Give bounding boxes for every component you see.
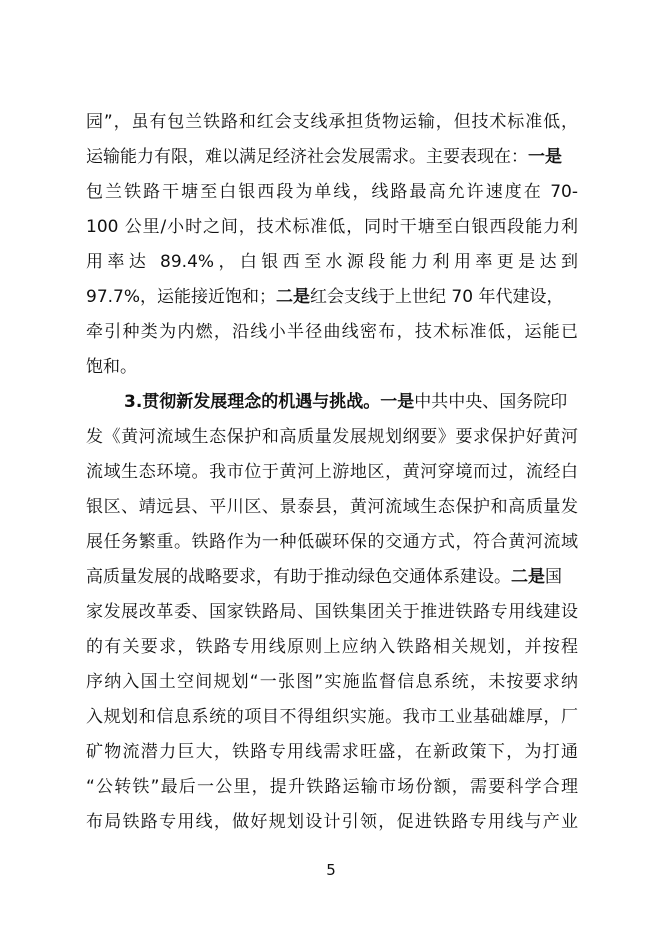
text-line: 序纳入国土空间规划“一张图”实施监督信息系统，未按要求纳: [86, 672, 578, 692]
text-line: 100 公里/小时之间，技术标准低，同时干塘至白银西段能力利: [86, 217, 578, 237]
text-line: 包兰铁路干塘至白银西段为单线，线路最高允许速度在 70-: [86, 182, 578, 202]
text-line: 银区、靖远县、平川区、景泰县，黄河流域生态保护和高质量发: [86, 497, 578, 517]
text-line: 园”，虽有包兰铁路和红会支线承担货物运输，但技术标准低，: [86, 112, 578, 132]
text-line: 布局铁路专用线，做好规划设计引领，促进铁路专用线与产业: [86, 812, 578, 832]
text-line: 高质量发展的战略要求，有助于推动绿色交通体系建设。二是国: [86, 567, 562, 587]
section-heading: 3.贯彻新发展理念的机遇与挑战。: [124, 392, 381, 412]
text-line: 牵引种类为内燃，沿线小半径曲线密布，技术标准低，运能已: [86, 322, 578, 342]
emphasis-label: 二是: [276, 287, 311, 307]
text-line: 运输能力有限，难以满足经济社会发展需求。主要表现在：一是: [86, 147, 562, 167]
text-line: 用率达 89.4%，白银西至水源段能力利用率更是达到: [86, 252, 578, 272]
text-line: 展任务繁重。铁路作为一种低碳环保的交通方式，符合黄河流域: [86, 532, 578, 552]
text-line: 3.贯彻新发展理念的机遇与挑战。一是中共中央、国务院印: [124, 392, 568, 412]
text-line: 家发展改革委、国家铁路局、国铁集团关于推进铁路专用线建设: [86, 602, 578, 622]
text-line: 的有关要求，铁路专用线原则上应纳入铁路相关规划，并按程: [86, 637, 578, 657]
emphasis-label: 二是: [511, 567, 545, 587]
text-line: 97.7%，运能接近饱和；二是红会支线于上世纪 70 年代建设，: [86, 287, 564, 307]
text-line: 饱和。: [86, 357, 137, 377]
text-line: 流域生态环境。我市位于黄河上游地区，黄河穿境而过，流经白: [86, 462, 578, 482]
page-number: 5: [326, 861, 336, 879]
text-line: 矿物流潜力巨大，铁路专用线需求旺盛，在新政策下，为打通: [86, 742, 578, 762]
emphasis-label: 一是: [380, 392, 415, 412]
text-line: “公转铁”最后一公里，提升铁路运输市场份额，需要科学合理: [86, 777, 578, 797]
text-line: 发《黄河流域生态保护和高质量发展规划纲要》要求保护好黄河: [86, 427, 578, 447]
text-line: 入规划和信息系统的项目不得组织实施。我市工业基础雄厚，厂: [86, 707, 578, 727]
emphasis-label: 一是: [528, 147, 562, 167]
